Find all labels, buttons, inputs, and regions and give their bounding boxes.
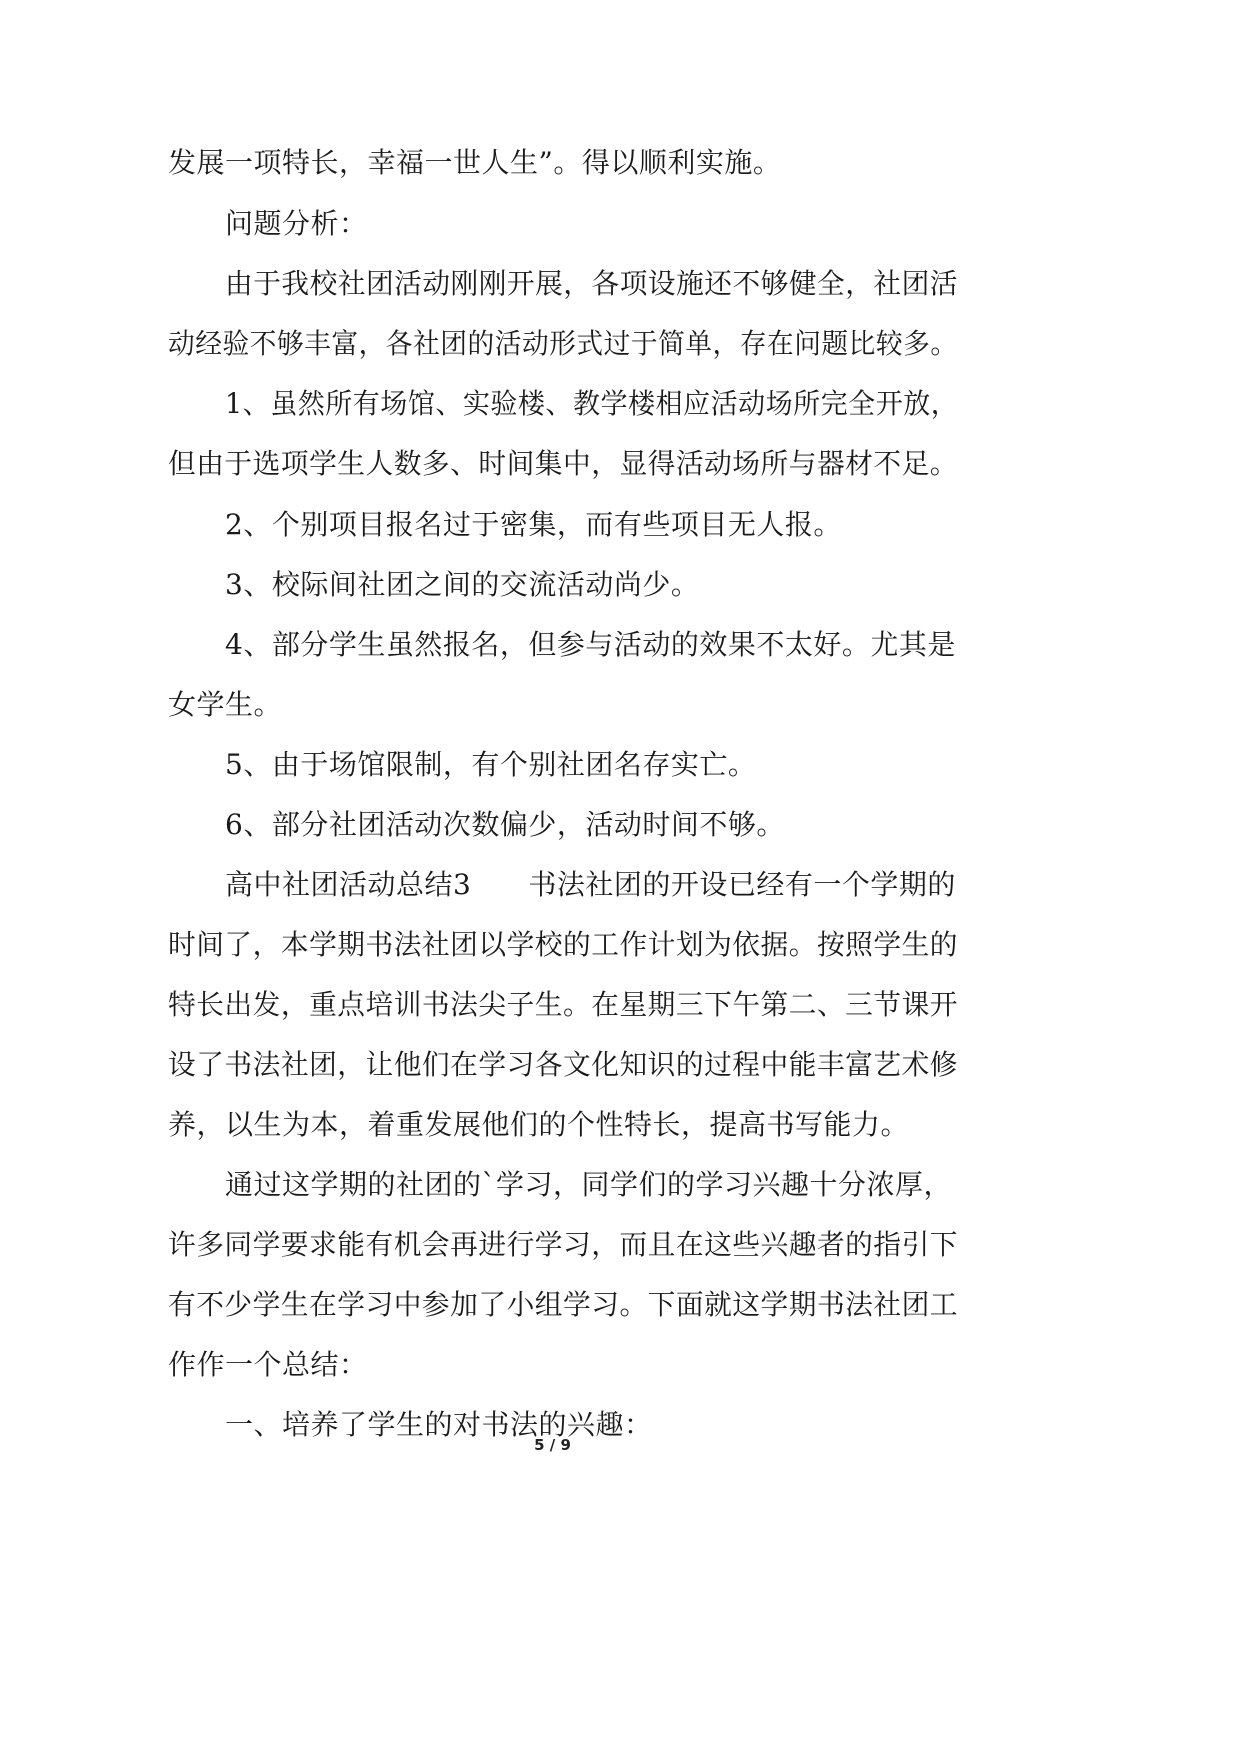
section-heading: 一、培养了学生的对书法的兴趣：	[225, 1408, 653, 1441]
list-item: 6、部分社团活动次数偏少，活动时间不够。	[225, 808, 785, 841]
paragraph-line: 作作一个总结：	[168, 1348, 368, 1381]
page-number: 5 / 9	[534, 1436, 571, 1454]
paragraph-line: 由于我校社团活动刚刚开展，各项设施还不够健全，社团活	[225, 267, 959, 300]
paragraph-line: 设了书法社团，让他们在学习各文化知识的过程中能丰富艺术修	[168, 1048, 959, 1081]
list-item: 4、部分学生虽然报名，但参与活动的效果不太好。尤其是	[225, 628, 956, 661]
paragraph-line: 但由于选项学生人数多、时间集中，显得活动场所与器材不足。	[168, 447, 959, 480]
paragraph-line: 通过这学期的社团的`学习，同学们的学习兴趣十分浓厚，	[225, 1168, 953, 1201]
paragraph-line: 时间了，本学期书法社团以学校的工作计划为依据。按照学生的	[168, 928, 959, 961]
list-item: 3、校际间社团之间的交流活动尚少。	[225, 568, 700, 601]
list-item: 1、虽然所有场馆、实验楼、教学楼相应活动场所完全开放，	[225, 387, 959, 420]
paragraph-line: 特长出发，重点培训书法尖子生。在星期三下午第二、三节课开	[168, 988, 959, 1021]
paragraph-line: 女学生。	[168, 688, 283, 721]
list-item: 5、由于场馆限制，有个别社团名存实亡。	[225, 748, 757, 781]
paragraph-line: 动经验不够丰富，各社团的活动形式过于简单，存在问题比较多。	[168, 327, 958, 360]
section-heading: 问题分析：	[225, 207, 368, 240]
paragraph-line: 许多同学要求能有机会再进行学习，而且在这些兴趣者的指引下	[168, 1228, 959, 1261]
paragraph-line: 有不少学生在学习中参加了小组学习。下面就这学期书法社团工	[168, 1288, 959, 1321]
paragraph-line: 发展一项特长，幸福一世人生”。得以顺利实施。	[168, 146, 782, 179]
section-title-line: 高中社团活动总结3 书法社团的开设已经有一个学期的	[225, 868, 956, 901]
list-item: 2、个别项目报名过于密集，而有些项目无人报。	[225, 508, 842, 541]
paragraph-line: 养，以生为本，着重发展他们的个性特长，提高书写能力。	[168, 1108, 910, 1141]
